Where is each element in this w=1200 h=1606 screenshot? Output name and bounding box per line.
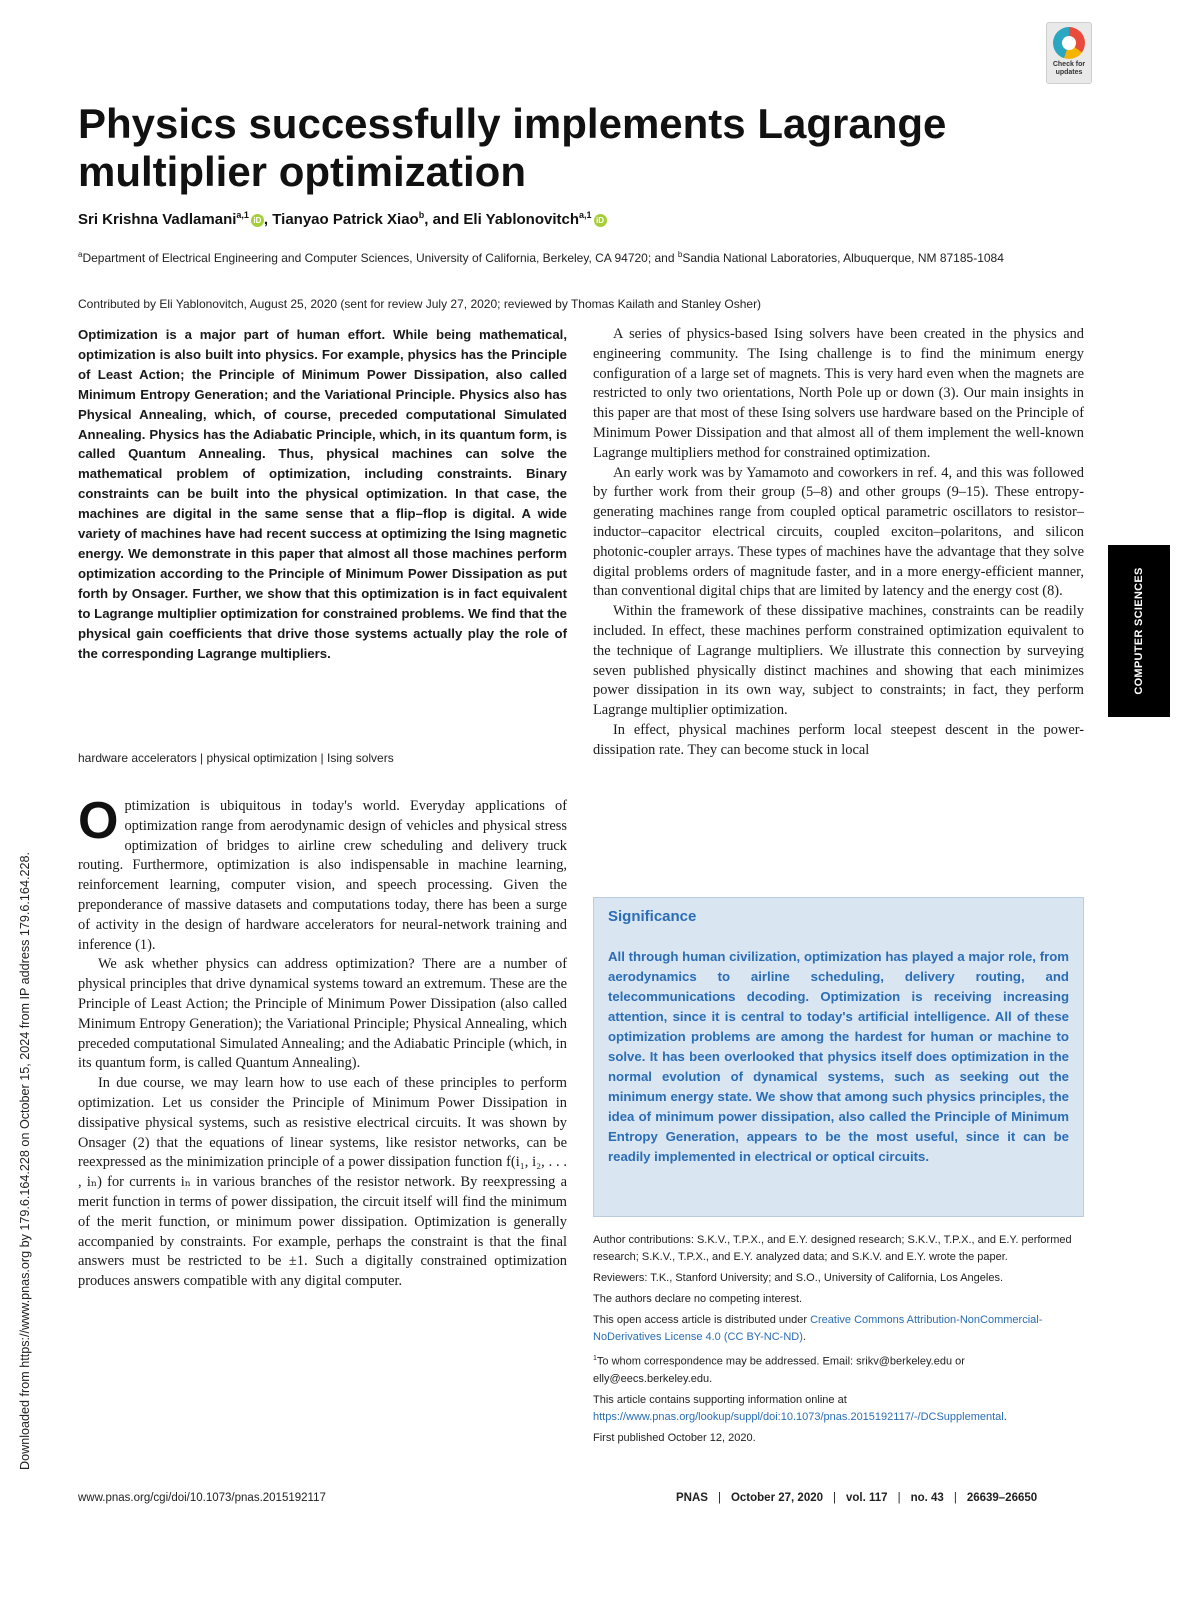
footer-separator: | [833, 1492, 837, 1504]
author-list [78, 210, 607, 228]
license-prefix: This open access article is distributed under [593, 1314, 811, 1326]
author-separator: , [263, 211, 273, 228]
article-notes [593, 1232, 1084, 1451]
abstract: Optimization is a major part of human effort. While being mathematical, optimization is also built into physics. For example, physics has the Principle of Least Action; the Principle of Minimum Power Dissipation, also called Minimum Entropy Generation; and the Variational Principle. Physics also has Physical Annealing, which, of course, preceded computational Simulated Annealing. Physics has the Adiabatic Principle, which, in its quantum form, is called Quantum Annealing. Thus, physical machines can solve the mathematical problem of optimization, including constraints. Binary constraints can be built into the physical optimization. In that case, the machines are digital in the same sense that a flip–flop is digital. A wide variety of machines have had recent success at optimizing the Ising magnetic energy. We demonstrate in this paper that almost all those machines perform optimization according to the Principle of Minimum Power Dissipation as put forth by Onsager. Further, we show that this optimization is in fact equivalent to Lagrange multiplier optimization for constrained problems. We find that the physical gain coefficients that drive those systems actually play the role of the corresponding Lagrange multipliers. [78, 327, 567, 661]
license-link[interactable]: Creative Commons Attribution-NonCommercial-NoDerivatives License 4.0 (CC BY-NC-ND) [593, 1314, 1043, 1343]
competing-interest-note: The authors declare no competing interest. [593, 1293, 803, 1305]
check-for-updates-label: Check for updates [1052, 61, 1086, 76]
body-paragraph [78, 792, 567, 955]
correspondence-note [593, 1350, 1084, 1388]
body-paragraph: In effect, physical machines perform local steepest descent in the power-dissipation rate. They can become stuck in local [593, 721, 1084, 758]
body-column-right [593, 325, 1084, 761]
section-tab [1108, 545, 1170, 717]
author-name[interactable]: Sri Krishna Vadlamani [78, 211, 237, 228]
author-separator: , and [424, 211, 464, 228]
author-affiliation-marker: a,1 [579, 210, 592, 220]
affiliation-text: Sandia National Laboratories, Albuquerque, NM 87185-1084 [682, 251, 1004, 265]
author-affiliation-marker: a,1 [236, 210, 249, 220]
affiliation-marker: a [78, 250, 83, 259]
footer-date: October 27, 2020 [730, 1492, 824, 1504]
body-paragraph: Within the framework of these dissipative machines, constraints can be readily included. In effect, these machines perform constrained optimization equivalent to the technique of Lagrange multipliers. We illustrate this connection by surveying seven published physically distinct machines and showing that each minimizes power dissipation in its own way, subject to constraints; in fact, they perform Lagrange multiplier optimization. [593, 603, 1084, 719]
footer-separator: | [717, 1492, 721, 1504]
correspondence-marker: 1 [593, 1355, 597, 1362]
affiliations [78, 247, 1038, 266]
drop-cap: O [78, 792, 119, 850]
license-suffix: . [802, 1331, 806, 1343]
paragraph-text: ptimization is ubiquitous in today's world. Everyday applications of optimization range from aerodynamic design of vehicles and physical stress optimization of bridges to airline crew scheduling and delivery truck routing. Furthermore, optimization is also indispensable in machine learning, reinforcement learning, computer vision, and speech processing. Given the preponderance of massive datasets and computations today, there has been a surge of activity in the design of hardware accelerators for neural-network training and inference (1). [78, 798, 567, 953]
body-paragraph: A series of physics-based Ising solvers have been created in the physics and engineering community. The Ising challenge is to find the minimum energy configuration of a large set of magnets. This is very hard even when the magnets are restricted to only two orientations, North Pole up or down (3). Our main insights in this paper are that most of these Ising solvers use hardware based on the Principle of Minimum Power Dissipation and that almost all of them implement the well-known Lagrange multipliers method for constrained optimization. [593, 326, 1084, 461]
footer-pages: 26639–26650 [966, 1492, 1038, 1504]
footer-issue: no. 43 [910, 1492, 944, 1504]
body-column-left [78, 792, 567, 1292]
footer-doi-url[interactable]: www.pnas.org/cgi/doi/10.1073/pnas.2015192117 [78, 1492, 326, 1504]
supporting-info-suffix: . [1003, 1410, 1007, 1423]
check-for-updates-badge[interactable] [1046, 22, 1092, 84]
supporting-info-note [593, 1392, 1084, 1426]
significance-text: All through human civilization, optimization has played a major role, from aerodynamics to airline scheduling, delivery routing, and telecommunications decoding. Optimization is receiving increasing attention, since it is central to today's artificial intelligence. All of these optimization problems are among the hardest for human or machine to solve. It has been overlooked that physics itself does optimization in the normal evolution of dynamical systems, such as seeking out the minimum energy state. We show that among such physics principles, the idea of minimum power dissipation, also called the Principle of Minimum Entropy Generation, appears to be the most useful, since it can be readily implemented in electrical or optical circuits. [608, 949, 1069, 1164]
crossmark-icon [1053, 27, 1085, 59]
license-note [593, 1312, 1084, 1346]
article-title: Physics successfully implements Lagrange multiplier optimization [78, 100, 947, 195]
first-published-note: First published October 12, 2020. [593, 1431, 756, 1444]
supporting-info-prefix: This article contains supporting information online at [593, 1393, 847, 1406]
affiliation-marker: b [677, 250, 683, 259]
keywords: hardware accelerators | physical optimization | Ising solvers [78, 751, 394, 765]
significance-box [593, 897, 1084, 1217]
body-paragraph: In due course, we may learn how to use each of these principles to perform optimization. Let us consider the Principle of Minimum Power Dissipation in dissipative physical systems, such as resistive electrical circuits. It was shown by Onsager (2) that the equations of linear systems, like resistor networks, can be reexpressed as the minimization principle of a power dissipation function f(i₁, i₂, . . . , iₙ) for currents iₙ in various branches of the resistor network. By reexpressing a merit function in terms of power dissipation, the circuit itself will find the minimum of the merit function, or minimum power dissipation. Optimization is generally accompanied by constraints. For example, perhaps the constraint is that the final answers must be restricted to be ±1. Such a digitally constrained optimization produces answers compatible with any digital computer. [78, 1075, 567, 1290]
body-paragraph: An early work was by Yamamoto and coworkers in ref. 4, and this was followed by further work from their group (5–8) and other groups (9–15). These entropy-generating machines range from coupled optical parametric oscillators to resistor–inductor–capacitor electrical circuits, coupled exciton–polaritons, and silicon photonic-coupler arrays. These types of machines have the advantage that they solve digital problems orders of magnitude faster, and in a more energy-efficient manner, than conventional digital chips that are limited by latency and the energy cost (8). [593, 464, 1084, 600]
footer-citation [676, 1492, 1037, 1504]
author-affiliation-marker: b [418, 210, 425, 220]
author-name[interactable]: Tianyao Patrick Xiao [272, 211, 419, 228]
supporting-info-link[interactable]: https://www.pnas.org/lookup/suppl/doi:10.1073/pnas.2015192117/-/DCSupplemental [593, 1410, 1004, 1423]
significance-title: Significance [608, 908, 697, 925]
author-contributions: Author contributions: S.K.V., T.P.X., and E.Y. designed research; S.K.V., T.P.X., and E.Y. performed research; S.K.V., T.P.X., and E.Y. analyzed data; and S.K.V. and E.Y. wrote the paper. [593, 1234, 1072, 1263]
orcid-icon[interactable]: iD [594, 214, 607, 227]
footer-separator: | [953, 1492, 957, 1504]
download-watermark: Downloaded from https://www.pnas.org by 179.6.164.228 on October 15, 2024 from IP address 179.6.164.228. [18, 852, 32, 1470]
section-tab-label: COMPUTER SCIENCES [1133, 567, 1145, 695]
footer-journal: PNAS [676, 1492, 708, 1504]
author-name[interactable]: Eli Yablonovitch [463, 211, 579, 228]
contributed-by-line: Contributed by Eli Yablonovitch, August 25, 2020 (sent for review July 27, 2020; reviewed by Thomas Kailath and Stanley Osher) [78, 297, 762, 311]
footer-separator: | [897, 1492, 901, 1504]
orcid-icon[interactable]: iD [251, 214, 264, 227]
body-paragraph: We ask whether physics can address optimization? There are a number of physical principles that drive dynamical systems toward an extremum. These are the Principle of Least Action; the Principle of Minimum Power Dissipation (also called Minimum Entropy Generation); the Variational Principle; Physical Annealing, which preceded computational Simulated Annealing; and the Adiabatic Principle (which, in its quantum form, is called Quantum Annealing). [78, 956, 567, 1072]
footer-volume: vol. 117 [846, 1492, 888, 1504]
affiliation-text: Department of Electrical Engineering and Computer Sciences, University of California, Berkeley, CA 94720; and [82, 251, 678, 265]
correspondence-text: To whom correspondence may be addressed. Email: srikv@berkeley.edu or elly@eecs.berkeley.edu. [593, 1355, 965, 1385]
reviewers-note: Reviewers: T.K., Stanford University; and S.O., University of California, Los Angeles. [593, 1272, 1004, 1284]
